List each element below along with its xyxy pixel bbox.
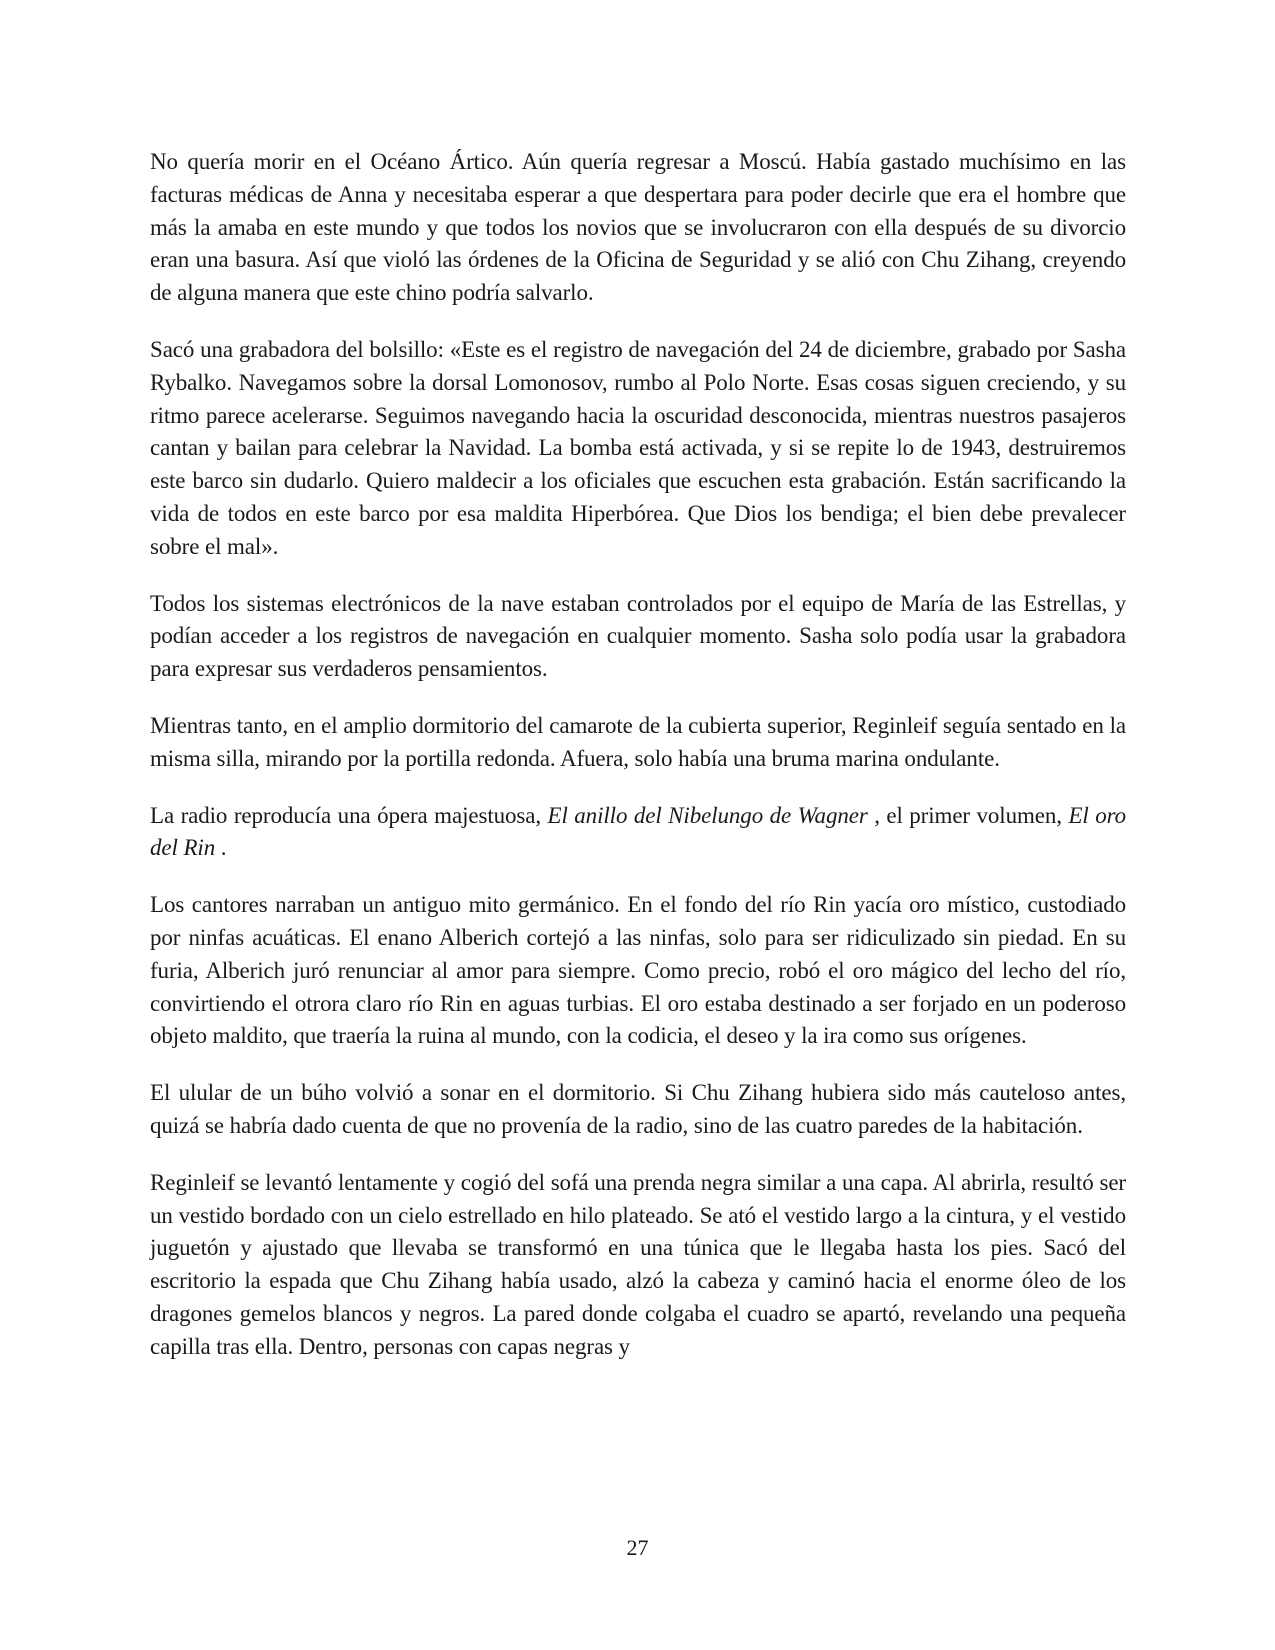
paragraph-1: No quería morir en el Océano Ártico. Aún quería regresar a Moscú. Había gastado muchísimo en las facturas médicas de Anna y necesitaba esperar a que despertara para poder decirle que era el hombre que más la amaba en este mundo y que todos los novios que se involucraron con ella después de su divorcio eran una basura. Así que violó las órdenes de la Oficina de Seguridad y se alió con Chu Zihang, creyendo de alguna manera que este chino podría salvarlo. — [150, 149, 1126, 306]
volume-title: El oro del Rin — [150, 802, 1126, 861]
page-number: 27 — [626, 1535, 649, 1560]
paragraph-5-text-c: . — [215, 835, 227, 861]
paragraph-8: Reginleif se levantó lentamente y cogió del sofá una prenda negra similar a una capa. Al abrirla, resultó ser un vestido bordado con un cielo estrellado en hilo plateado. Se ató el vestido largo a la cintura, y el vestido juguetón y ajustado que llevaba se transformó en una túnica que le llegaba hasta los pies. Sacó del escritorio la espada que Chu Zihang había usado, alzó la cabeza y caminó hacia el enorme óleo de los dragones gemelos blancos y negros. La pared donde colgaba el cuadro se apartó, revelando una pequeña capilla tras ella. Dentro, personas con capas negras y — [150, 1169, 1126, 1359]
paragraph-6: Los cantores narraban un antiguo mito germánico. En el fondo del río Rin yacía oro místico, custodiado por ninfas acuáticas. El enano Alberich cortejó a las ninfas, solo para ser ridiculizado sin piedad. En su furia, Alberich juró renunciar al amor para siempre. Como precio, robó el oro mágico del lecho del río, convirtiendo el otrora claro río Rin en aguas turbias. El oro estaba destinado a ser forjado en un poderoso objeto maldito, que traería la ruina al mundo, con la codicia, el deseo y la ira como sus orígenes. — [150, 892, 1126, 1049]
paragraph-2: Sacó una grabadora del bolsillo: «Este es el registro de navegación del 24 de diciembre, grabado por Sasha Rybalko. Navegamos sobre la dorsal Lomonosov, rumbo al Polo Norte. Esas cosas siguen creciendo, y su ritmo parece acelerarse. Seguimos navegando hacia la oscuridad desconocida, mientras nuestros pasajeros cantan y bailan para celebrar la Navidad. La bomba está activada, y si se repite lo de 1943, destruiremos este barco sin dudarlo. Quiero maldecir a los oficiales que escuchen esta grabación. Están sacrificando la vida de todos en este barco por esa maldita Hiperbórea. Que Dios los bendiga; el bien debe prevalecer sobre el mal». — [150, 336, 1126, 559]
paragraph-5-text-b: , el primer volumen, — [867, 802, 1069, 828]
paragraph-4: Mientras tanto, en el amplio dormitorio del camarote de la cubierta superior, Reginleif seguía sentado en la misma silla, mirando por la portilla redonda. Afuera, solo había una bruma marina ondulante. — [150, 712, 1126, 771]
paragraph-5 — [150, 800, 1126, 866]
paragraph-5-text-a: La radio reproducía una ópera majestuosa, — [150, 802, 548, 828]
page-body — [150, 146, 1126, 1388]
paragraph-3: Todos los sistemas electrónicos de la nave estaban controlados por el equipo de María de las Estrellas, y podían acceder a los registros de navegación en cualquier momento. Sasha solo podía usar la grabadora para expresar sus verdaderos pensamientos. — [150, 590, 1126, 682]
opera-title: El anillo del Nibelungo de Wagner — [547, 802, 868, 828]
paragraph-7: El ulular de un búho volvió a sonar en el dormitorio. Si Chu Zihang hubiera sido más cauteloso antes, quizá se habría dado cuenta de que no provenía de la radio, sino de las cuatro paredes de la habitación. — [150, 1080, 1126, 1138]
